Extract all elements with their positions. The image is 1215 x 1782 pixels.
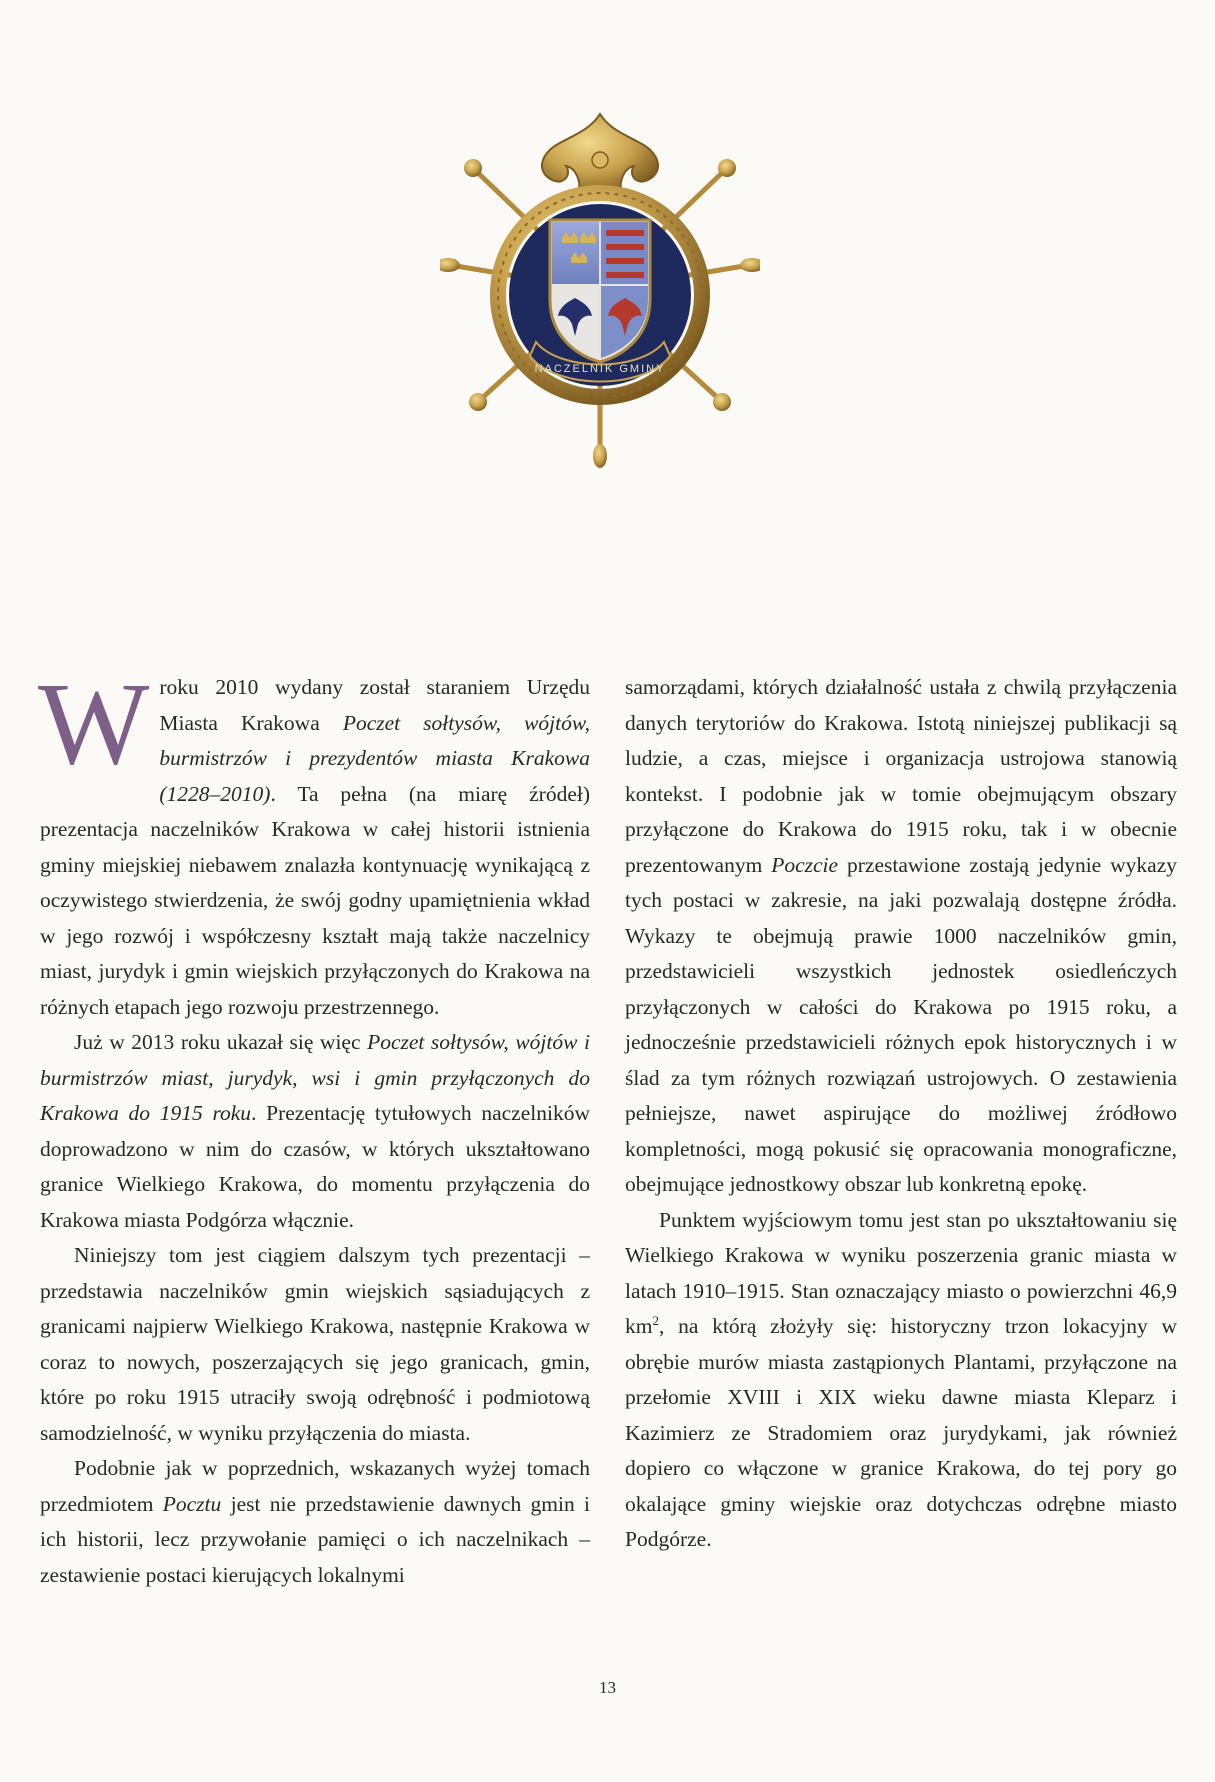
paragraph-5-text-b: przestawione zostają jedynie wykazy tych postaci w zakresie, na jaki pozwalają dostępne źródła. Wykazy te obejmują prawie 1000 naczelników gmin, przedstawicieli wszystkich jednostek osiedleńczych przyłączonych w całości do Krakowa po 1915 roku, a jednocześnie przedstawicieli różnych epok historycznych i w ślad za tym różnych rozwiązań ustrojowych. O zestawienia pełniejsze, nawet aspirujące do możliwej źródłowo kompletności, mogą pokusić się opracowania monograficzne, obejmujące jednostkowy obszar lub konkretną epokę. [625, 852, 1177, 1196]
paragraph-3: Niniejszy tom jest ciągiem dalszym tych prezentacji – przedstawia naczelników gmin wiejskich sąsiadujących z granicami najpierw Wielkiego Krakowa, następnie Krakowa w coraz to nowych, poszerzających się jego granicach, gmin, które po roku 1915 utraciły swoją odrębność i podmiotową samodzielność, w wyniku przyłączenia do miasta. [40, 1243, 590, 1445]
paragraph-2-text-a: Już w 2013 roku ukazał się więc [74, 1030, 368, 1054]
coat-of-arms-badge-icon [440, 110, 760, 470]
paragraph-1 [38, 658, 590, 1025]
paragraph-6-text-b: , na którą złożyły się: historyczny trzon lokacyjny w obrębie murów miasta zastąpionych Plantami, przyłączone na przełomie XVIII i XIX wieku dawne miasta Kleparz i Kazimierz ze Stradomiem oraz jurydykami, jak również dopiero co włączone w granice Krakowa, do tej pory go okalające gminy wiejskie oraz dotychczas odrębne miasto Podgórze. [625, 1314, 1177, 1551]
paragraph-5 [625, 670, 1177, 1203]
paragraph-2-text-b: . Prezentację tytułowych naczelników doprowadzono w nim do czasów, w których ukształtowano granice Wielkiego Krakowa, do momentu przyłączenia do Krakowa miasta Podgórza włącznie. [40, 1101, 590, 1232]
ribbon-text: NACZELNIK GMINY [534, 363, 666, 375]
emblem [440, 110, 760, 470]
right-column [625, 670, 1177, 1558]
paragraph-4 [40, 1451, 590, 1593]
paragraph-5-title: Poczcie [771, 852, 839, 877]
paragraph-1-text-b: . Ta pełna (na miarę źródeł) prezentacja naczelników Krakowa w całej historii istnienia gminy miejskiej niebawem znalazła kontynuację wynikającą z oczywistego stwierdzenia, że swój godny upamiętnienia wkład w jego rozwój i współczesny kształt mają także naczelnicy miast, jurydyk i gmin wiejskich przyłączonych do Krakowa na różnych etapach jego rozwoju przestrzennego. [40, 781, 590, 1019]
drop-cap: W [38, 658, 150, 789]
paragraph-4-text-b: jest nie przedstawienie dawnych gmin i ich historii, lecz przywołanie pamięci o ich naczelnikach – zestawienie postaci kierujących lokalnymi [40, 1491, 590, 1587]
paragraph-2 [40, 1025, 590, 1238]
page-number: 13 [599, 1678, 616, 1697]
paragraph-5-text-a: samorządami, których działalność ustała z chwilą przyłączenia danych terytoriów do Krakowa. Istotą niniejszej publikacji są ludzie, a czas, miejsce i organizacja ustrojowa stanowią kontekst. I podobnie jak w tomie obejmującym obszary przyłączone do Krakowa do 1915 roku, tak i w obecnie prezentowanym [625, 675, 1177, 877]
paragraph-2-title: Poczet sołtysów, wójtów i burmistrzów miast, jurydyk, wsi i gmin przyłączonych do Krakowa do 1915 roku [40, 1030, 590, 1125]
paragraph-4-title: Pocztu [162, 1491, 222, 1516]
paragraph-1-text-a: roku 2010 wydany został staraniem Urzędu Miasta Krakowa [159, 675, 590, 735]
paragraph-6-text-a: Punktem wyjściowym tomu jest stan po ukształtowaniu się Wielkiego Krakowa w wyniku poszerzenia granic miasta w latach 1910–1915. Stan oznaczający miasto o powierzchni 46,9 km [625, 1207, 1177, 1338]
paragraph-6 [625, 1203, 1177, 1558]
left-column [38, 658, 590, 1593]
paragraph-4-text-a: Podobnie jak w poprzednich, wskazanych wyżej tomach przedmiotem [40, 1456, 590, 1516]
superscript: 2 [652, 1313, 659, 1328]
paragraph-1-title: Poczet sołtysów, wójtów, burmistrzów i prezydentów miasta Krakowa (1228–2010) [159, 710, 590, 806]
